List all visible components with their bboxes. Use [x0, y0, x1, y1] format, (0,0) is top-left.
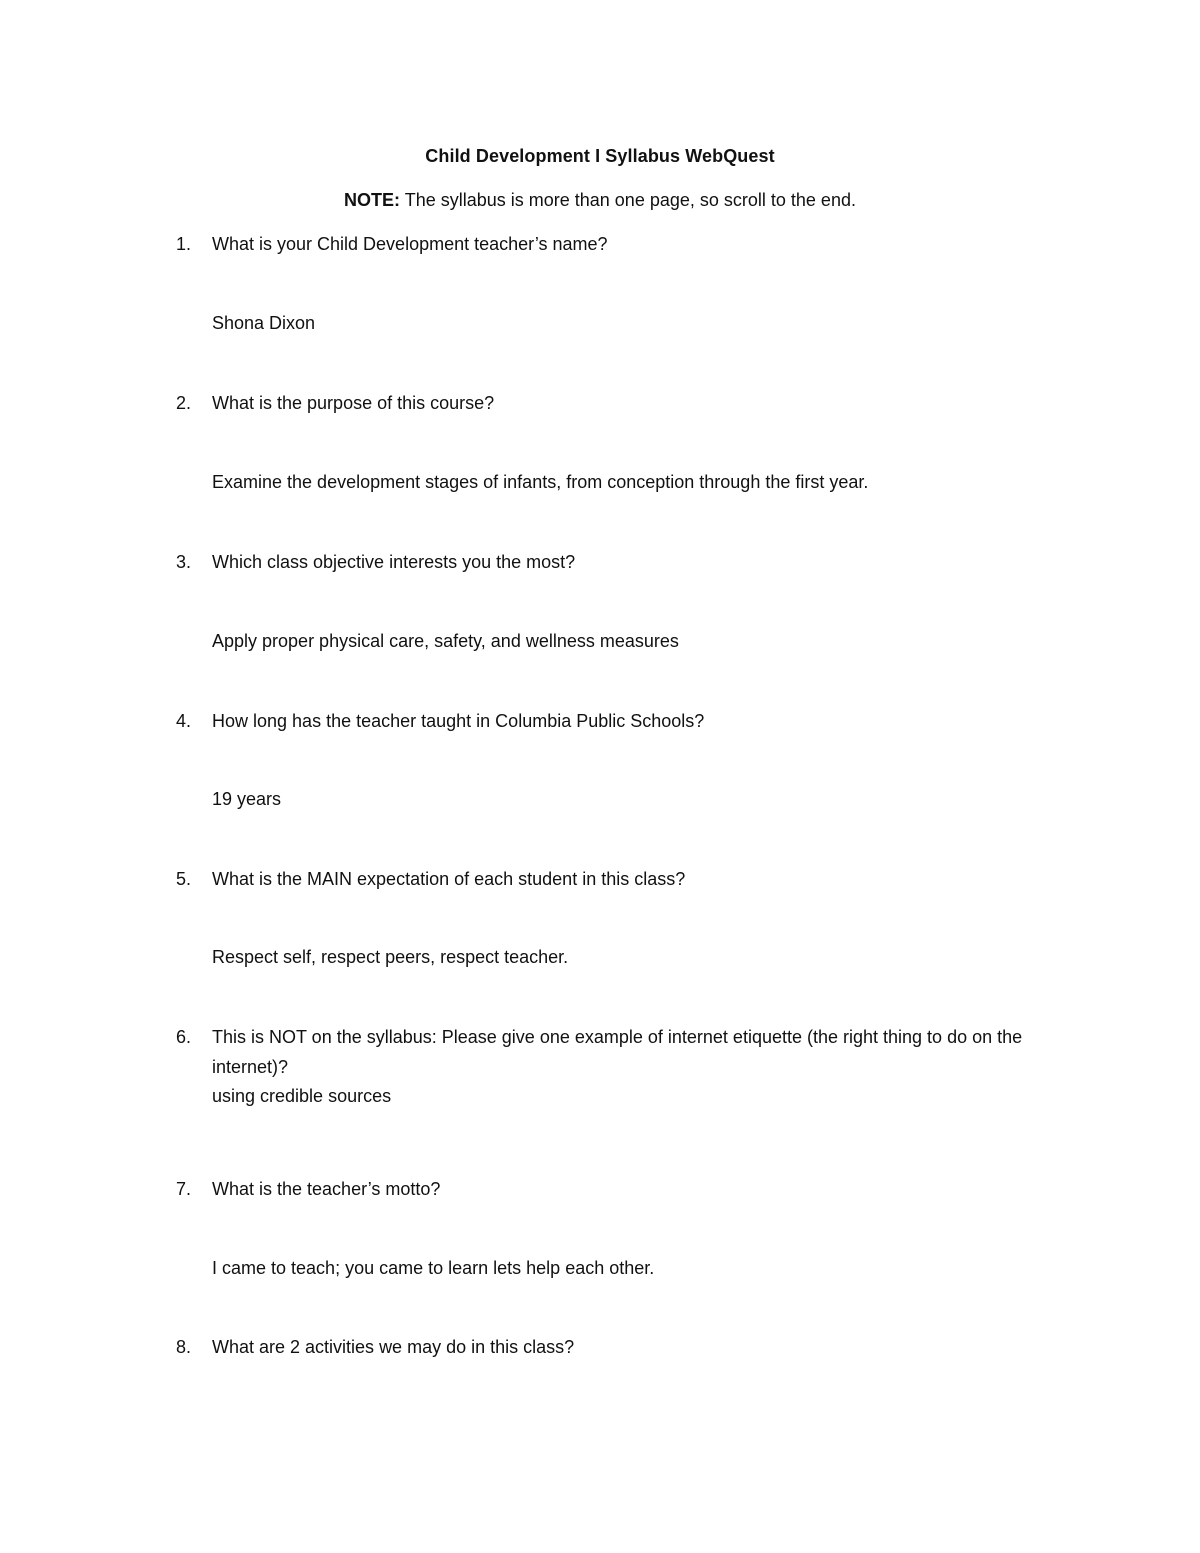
answer-1: Shona Dixon — [212, 313, 316, 333]
question-number: 1. — [176, 234, 192, 254]
question-text: What is the purpose of this course? — [212, 393, 495, 413]
question-number: 8. — [176, 1337, 192, 1357]
question-number: 2. — [176, 393, 192, 413]
question-number: 3. — [176, 552, 192, 572]
question-number: 5. — [176, 869, 192, 889]
question-text: How long has the teacher taught in Columbia Public Schools? — [212, 711, 705, 731]
question-text: What are 2 activities we may do in this class? — [212, 1337, 575, 1357]
answer-2: Examine the development stages of infants, from conception through the first year. — [212, 472, 869, 492]
question-text: What is the teacher’s motto? — [212, 1179, 441, 1199]
question-text: Which class objective interests you the most? — [212, 552, 576, 572]
answer-4: 19 years — [212, 789, 282, 809]
scroll-note — [0, 188, 1200, 212]
question-number: 4. — [176, 711, 192, 731]
document-title: Child Development I Syllabus WebQuest — [425, 146, 775, 166]
note-label: NOTE: — [344, 190, 401, 210]
note-text: The syllabus is more than one page, so scroll to the end. — [400, 190, 856, 210]
answer-5: Respect self, respect peers, respect teacher. — [212, 947, 569, 967]
question-text: What is your Child Development teacher’s name? — [212, 234, 608, 254]
question-number: 7. — [176, 1179, 192, 1199]
answer-6: using credible sources — [212, 1086, 392, 1106]
answer-3: Apply proper physical care, safety, and wellness measures — [212, 631, 679, 651]
question-text: This is NOT on the syllabus: Please give one example of internet etiquette (the right thing to do on the internet)? — [212, 1027, 1023, 1077]
question-text: What is the MAIN expectation of each student in this class? — [212, 869, 686, 889]
question-number: 6. — [176, 1027, 192, 1047]
answer-7: I came to teach; you came to learn lets help each other. — [212, 1258, 655, 1278]
